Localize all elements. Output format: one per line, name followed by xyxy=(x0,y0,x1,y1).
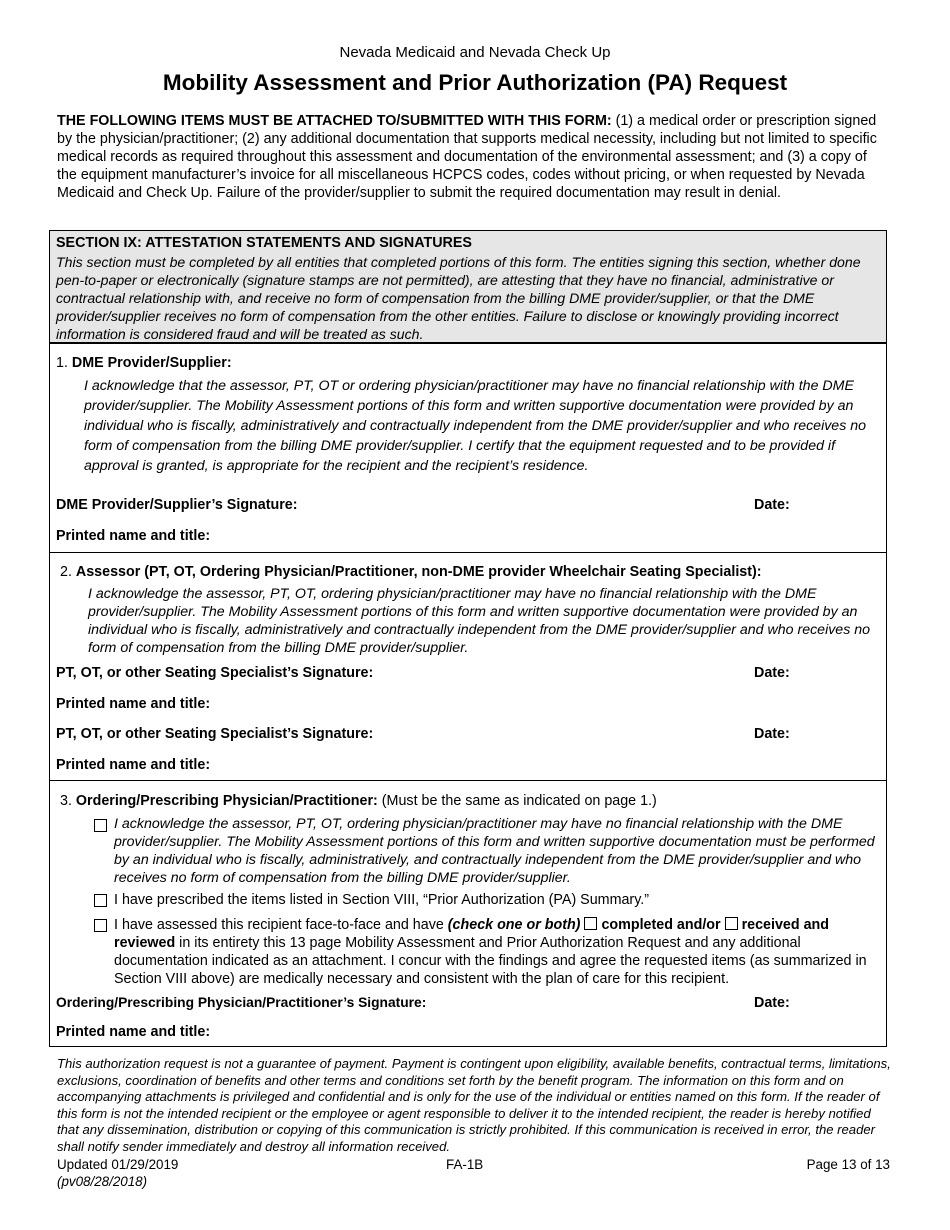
prescribed-items-checkbox[interactable] xyxy=(94,894,107,907)
assessor-block xyxy=(50,553,886,781)
ordering-printed-name-label: Printed name and title: xyxy=(56,1024,211,1040)
section-description: This section must be completed by all entities that completed portions of this form. The entities signing this section, whether done pen-to-paper or electronically (signature stamps are not permitted), are attesting that they have no financial, administrative or contractual relationship with, and receive no form of compensation from the billing DME provider/supplier, or that the DME provider/supplier receives no form of compensation from the other entities. Failure to disclose or knowingly providing incorrect information is considered fraud and will be treated as such. xyxy=(56,254,861,342)
completed-checkbox[interactable] xyxy=(584,917,597,930)
attachment-requirements-heading: THE FOLLOWING ITEMS MUST BE ATTACHED TO/SUBMITTED WITH THIS FORM: xyxy=(57,113,612,129)
assessor-heading xyxy=(60,564,762,580)
received-checkbox[interactable] xyxy=(725,917,738,930)
ordering-physician-block xyxy=(50,781,886,1046)
section-title: SECTION IX: ATTESTATION STATEMENTS AND SIGNATURES xyxy=(56,235,472,251)
assessor-date-label-2: Date: xyxy=(754,726,790,742)
acknowledge-checkbox[interactable] xyxy=(94,819,107,832)
section-ix xyxy=(49,230,887,1047)
assessor-signature-label-1: PT, OT, or other Seating Specialist’s Signature: xyxy=(56,665,374,681)
face-to-face-text: I have assessed this recipient face-to-face and have xyxy=(114,917,448,933)
attachment-requirements-text: (1) a medical order or prescription signed by the physician/practitioner; (2) any additional documentation that supports medical necessity, including but not limited to specific medical records as required throughout this assessment and documentation of the environmental assessment; and (3) a copy of the equipment manufacturer’s invoice for all miscellaneous HCPCS codes, codes without pricing, or when requested by Nevada Medicaid and Check Up. Failure of the provider/supplier to submit the required documentation may result in denial. xyxy=(57,113,877,201)
prescribed-items-statement: I have prescribed the items listed in Section VIII, “Prior Authorization (PA) Summary.” xyxy=(114,892,650,908)
dme-heading-label: DME Provider/Supplier: xyxy=(71,355,232,371)
attachment-requirements xyxy=(57,112,889,202)
agency-name: Nevada Medicaid and Nevada Check Up xyxy=(339,44,611,61)
assessor-printed-name-label-1: Printed name and title: xyxy=(56,696,211,712)
payment-disclaimer: This authorization request is not a guarantee of payment. Payment is contingent upon eligibility, available benefits, contractual terms, limitations, exclusions, coordination of benefits and other terms and conditions set forth by the benefit program. The information on this form and on accompanying attachments is privileged and confidential and is only for the use of the individual or entities named on this form. If the reader of this form is not the intended recipient or the employee or agent responsible to deliver it to the intended recipient, the reader is hereby notified that any dissemination, distribution or copying of this communication is strictly prohibited. If this communication is received in error, the reader shall notify sender immediately and destroy all information received. xyxy=(57,1056,891,1154)
dme-provider-block xyxy=(50,344,886,553)
assessor-signature-label-2: PT, OT, or other Seating Specialist’s Signature: xyxy=(56,726,374,742)
form-id: FA-1B xyxy=(446,1157,484,1172)
face-to-face-statement xyxy=(114,916,886,988)
dme-number: 1. xyxy=(56,355,72,371)
dme-signature-label: DME Provider/Supplier’s Signature: xyxy=(56,497,298,513)
page-number: Page 13 of 13 xyxy=(806,1157,890,1172)
and-reviewed-label: and reviewed xyxy=(114,917,830,951)
ordering-heading xyxy=(60,793,657,809)
assessor-printed-name-row-2[interactable] xyxy=(56,757,876,773)
section-header xyxy=(50,231,886,344)
updated-date: Updated 01/29/2019 xyxy=(57,1157,179,1172)
ordering-number: 3. xyxy=(60,793,76,809)
ordering-heading-note: (Must be the same as indicated on page 1.) xyxy=(377,793,657,809)
ordering-signature-label: Ordering/Prescribing Physician/Practitioner’s Signature: xyxy=(56,995,427,1010)
dme-statement: I acknowledge that the assessor, PT, OT or ordering physician/practitioner may have no financial relationship with the DME provider/supplier. The Mobility Assessment portions of this form and written supportive documentation were provided by an individual who is fiscally, administratively and contractually independent from the DME provider/supplier and who receives no form of compensation from the billing DME provider/supplier. I certify that the equipment requested and to be provided if approval is granted, is appropriate for the recipient and the recipient’s residence. xyxy=(84,378,867,474)
acknowledge-statement: I acknowledge the assessor, PT, OT, ordering physician/practitioner may have no financial relationship with the DME provider/supplier. The Mobility Assessment portions of this form and written supportive documentation must be performed by an individual who is fiscally, administratively, and contractually independent from the DME provider/supplier and who receives no form of compensation from the billing DME provider/supplier. xyxy=(114,816,875,886)
dme-date-label: Date: xyxy=(754,497,790,513)
check-one-or-both-note: (check one or both) xyxy=(447,917,581,933)
dme-signature-row[interactable] xyxy=(56,497,876,513)
dme-printed-name-label: Printed name and title: xyxy=(56,528,211,544)
assessor-heading-label: Assessor (PT, OT, Ordering Physician/Practitioner, non-DME provider Wheelchair Seating Specialist): xyxy=(75,564,762,580)
assessor-printed-name-row-1[interactable] xyxy=(56,696,876,712)
assessor-statement: I acknowledge the assessor, PT, OT, ordering physician/practitioner may have no financial relationship with the DME provider/supplier. The Mobility Assessment portions of this form and written supportive documentation were provided by an individual who is fiscally, administratively and contractually independent from the DME provider/supplier and who receives no form of compensation from the billing DME provider/supplier. xyxy=(88,586,871,656)
face-to-face-text-end: in its entirety this 13 page Mobility Assessment and Prior Authorization Request and any additional documentation indicated as an attachment. I concur with the findings and agree the requested items (as summarized in Section VIII above) are medically necessary and consistent with the plan of care for this recipient. xyxy=(114,935,867,987)
dme-heading xyxy=(56,355,232,371)
assessor-number: 2. xyxy=(60,564,76,580)
previous-version: (pv08/28/2018) xyxy=(57,1173,148,1189)
page-title: Mobility Assessment and Prior Authorization (PA) Request xyxy=(162,70,788,95)
assessor-date-label-1: Date: xyxy=(754,665,790,681)
received-label: received xyxy=(741,917,800,933)
ordering-printed-name-row[interactable] xyxy=(56,1024,876,1040)
assessor-printed-name-label-2: Printed name and title: xyxy=(56,757,211,773)
dme-printed-name-row[interactable] xyxy=(56,528,876,544)
ordering-signature-row[interactable] xyxy=(56,995,876,1010)
ordering-heading-label: Ordering/Prescribing Physician/Practitioner: xyxy=(75,793,378,809)
face-to-face-checkbox[interactable] xyxy=(94,919,107,932)
ordering-date-label: Date: xyxy=(754,995,790,1011)
completed-label: completed and/or xyxy=(601,917,721,933)
assessor-signature-row-1[interactable] xyxy=(56,665,876,681)
footer-revision xyxy=(57,1157,178,1190)
assessor-signature-row-2[interactable] xyxy=(56,726,876,742)
